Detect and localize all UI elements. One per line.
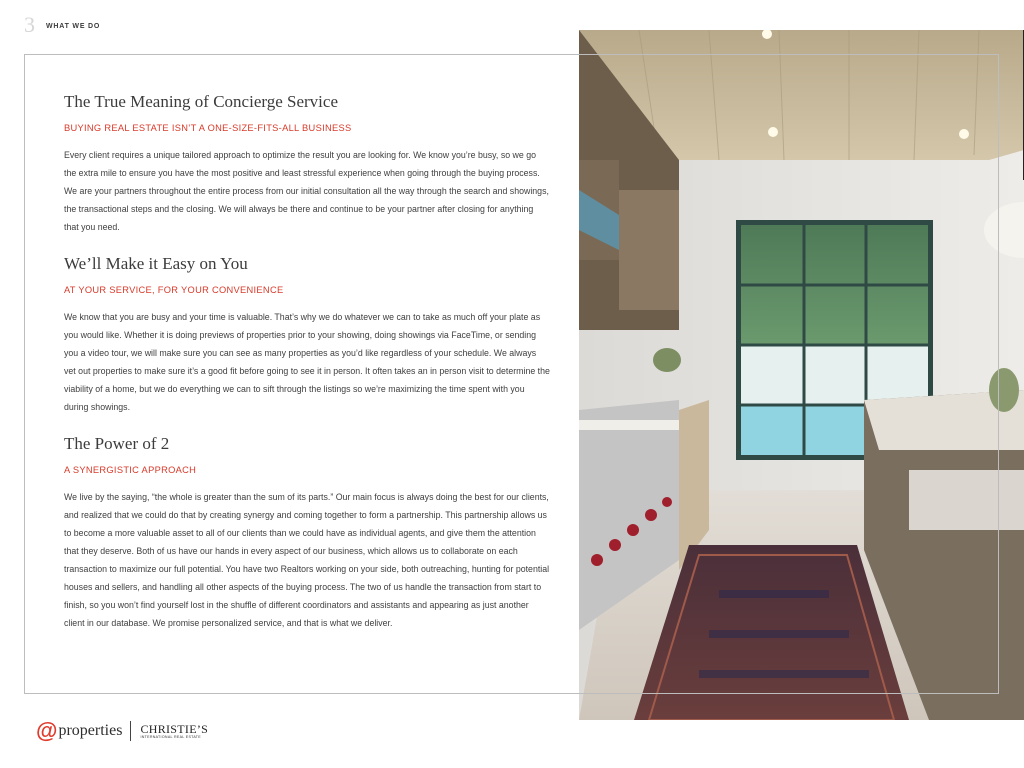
main-content [64, 92, 550, 650]
christies-tagline: INTERNATIONAL REAL ESTATE [140, 734, 201, 739]
footer-logos [36, 718, 208, 744]
christies-logo [140, 723, 208, 740]
section-body-concierge: Every client requires a unique tailored approach to optimize the result you are looking for. We know you’re busy, so we go the extra mile to ensure you have the most positive and least stressful experience when going through the buying process. We are your partners throughout the entire process from our initial consultation all the way through the search and showings, the transactional steps and the closing. We will always be there and continue to be your partner after closing for anything that you need. [64, 150, 549, 232]
logo-divider [130, 721, 131, 741]
section-subtitle-power: A SYNERGISTIC APPROACH [64, 465, 197, 475]
section-title-concierge: The True Meaning of Concierge Service [64, 92, 338, 111]
section-body-power: We live by the saying, “the whole is greater than the sum of its parts.” Our main focus is always doing the best for our clients, and realized that we could do that by creating synergy and coming together to form a partnership. This partnership allows us to become a more valuable asset to all of our clients than we could have as individual agents, and give them the attention that they deserve. Both of us have our hands in every aspect of our business, which allows us to collaborate on each transaction to maximize our full potential. You have two Realtors working on your side, both outreaching, hunting for potential houses and sellers, and handling all other aspects of the buying process. The two of us handle the transaction from start to finish, so you won’t find yourself lost in the shuffle of different coordinators and assistants and appearing as just another client in our database. We promise personalized service, and that is what we deliver. [64, 492, 550, 628]
kitchen-photo [579, 30, 1024, 720]
properties-wordmark: properties [58, 722, 123, 739]
section-label: WHAT WE DO [46, 23, 101, 30]
section-title-power: The Power of 2 [64, 434, 170, 453]
section-subtitle-concierge: BUYING REAL ESTATE ISN’T A ONE-SIZE-FITS-ALL BUSINESS [64, 123, 352, 133]
at-properties-logo [36, 720, 122, 742]
section-body-easy: We know that you are busy and your time is valuable. That’s why we do whatever we can to take as much off your plate as you would like. Whether it is doing previews of properties prior to your showing, doing showings via FaceTime, or sending you a video tour, we will make sure you can see as many properties as you’d like regardless of your schedule. We always vet out properties to make sure it’s a good fit before going to see it in person. It often takes an in person visit to determine the viability of a home, but we do everything we can to sift through the listings so we’re maximizing the time spent with you during showings. [64, 312, 550, 412]
section-subtitle-easy: AT YOUR SERVICE, FOR YOUR CONVENIENCE [64, 285, 284, 295]
page-number: 3 [24, 12, 35, 37]
christies-wordmark: CHRISTIE’S [140, 721, 209, 736]
at-sign-icon: @ [36, 718, 58, 743]
section-title-easy: We’ll Make it Easy on You [64, 254, 248, 273]
